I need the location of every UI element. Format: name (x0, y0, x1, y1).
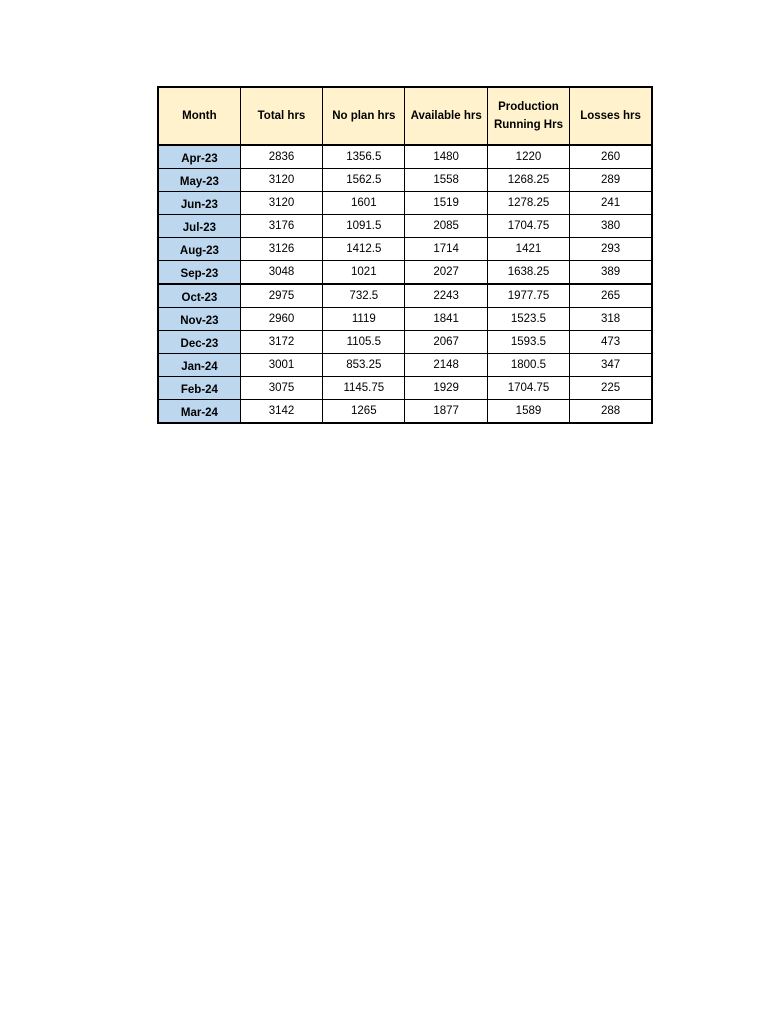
total-hrs-cell: 2960 (240, 308, 322, 331)
header-label: Production (498, 101, 559, 113)
table-row (158, 215, 652, 238)
total-hrs-cell: 3048 (240, 261, 322, 285)
losses-hrs-cell: 288 (570, 400, 652, 424)
header-label-second-line: Running Hrs (493, 119, 563, 131)
available-hrs-cell: 2085 (405, 215, 487, 238)
no-plan-hrs-cell: 1601 (323, 192, 405, 215)
running-hrs-cell: 1638.25 (487, 261, 569, 285)
losses-hrs-cell: 347 (570, 354, 652, 377)
month-cell: Oct-23 (158, 284, 240, 308)
available-hrs-cell: 1929 (405, 377, 487, 400)
table-row (158, 284, 652, 308)
header-label: Losses hrs (580, 110, 641, 122)
no-plan-hrs-cell: 1021 (323, 261, 405, 285)
header-production-running-hrs (487, 87, 569, 145)
running-hrs-cell: 1523.5 (487, 308, 569, 331)
total-hrs-cell: 3172 (240, 331, 322, 354)
running-hrs-cell: 1800.5 (487, 354, 569, 377)
month-cell: May-23 (158, 169, 240, 192)
table-row (158, 169, 652, 192)
available-hrs-cell: 1877 (405, 400, 487, 424)
table-row (158, 145, 652, 169)
no-plan-hrs-cell: 1119 (323, 308, 405, 331)
losses-hrs-cell: 318 (570, 308, 652, 331)
month-cell: Aug-23 (158, 238, 240, 261)
total-hrs-cell: 3001 (240, 354, 322, 377)
running-hrs-cell: 1268.25 (487, 169, 569, 192)
header-row (158, 87, 652, 145)
header-label: Available hrs (410, 110, 482, 122)
running-hrs-cell: 1278.25 (487, 192, 569, 215)
losses-hrs-cell: 241 (570, 192, 652, 215)
total-hrs-cell: 3126 (240, 238, 322, 261)
available-hrs-cell: 2243 (405, 284, 487, 308)
running-hrs-cell: 1421 (487, 238, 569, 261)
running-hrs-cell: 1977.75 (487, 284, 569, 308)
header-label: Month (182, 110, 217, 122)
table-row (158, 261, 652, 285)
table-body (158, 145, 652, 423)
no-plan-hrs-cell: 1091.5 (323, 215, 405, 238)
losses-hrs-cell: 289 (570, 169, 652, 192)
no-plan-hrs-cell: 1145.75 (323, 377, 405, 400)
no-plan-hrs-cell: 1562.5 (323, 169, 405, 192)
header-available-hrs (405, 87, 487, 145)
header-label: Total hrs (257, 110, 306, 122)
total-hrs-cell: 3142 (240, 400, 322, 424)
no-plan-hrs-cell: 853.25 (323, 354, 405, 377)
month-cell: Nov-23 (158, 308, 240, 331)
month-cell: Feb-24 (158, 377, 240, 400)
losses-hrs-cell: 225 (570, 377, 652, 400)
losses-hrs-cell: 260 (570, 145, 652, 169)
header-no-plan-hrs (323, 87, 405, 145)
no-plan-hrs-cell: 732.5 (323, 284, 405, 308)
header-total-hrs (240, 87, 322, 145)
running-hrs-cell: 1704.75 (487, 215, 569, 238)
table-header (158, 87, 652, 145)
total-hrs-cell: 2975 (240, 284, 322, 308)
total-hrs-cell: 3176 (240, 215, 322, 238)
total-hrs-cell: 3075 (240, 377, 322, 400)
header-label: No plan hrs (332, 110, 396, 122)
table-row (158, 192, 652, 215)
total-hrs-cell: 3120 (240, 192, 322, 215)
hours-summary-table (157, 86, 653, 424)
available-hrs-cell: 1841 (405, 308, 487, 331)
table-row (158, 331, 652, 354)
month-cell: Apr-23 (158, 145, 240, 169)
running-hrs-cell: 1593.5 (487, 331, 569, 354)
table-row (158, 400, 652, 424)
no-plan-hrs-cell: 1265 (323, 400, 405, 424)
losses-hrs-cell: 293 (570, 238, 652, 261)
total-hrs-cell: 2836 (240, 145, 322, 169)
losses-hrs-cell: 380 (570, 215, 652, 238)
month-cell: Jul-23 (158, 215, 240, 238)
header-losses-hrs (570, 87, 652, 145)
losses-hrs-cell: 265 (570, 284, 652, 308)
available-hrs-cell: 1558 (405, 169, 487, 192)
no-plan-hrs-cell: 1356.5 (323, 145, 405, 169)
running-hrs-cell: 1589 (487, 400, 569, 424)
no-plan-hrs-cell: 1412.5 (323, 238, 405, 261)
month-cell: Dec-23 (158, 331, 240, 354)
available-hrs-cell: 1714 (405, 238, 487, 261)
month-cell: Sep-23 (158, 261, 240, 285)
losses-hrs-cell: 473 (570, 331, 652, 354)
table-row (158, 238, 652, 261)
table-row (158, 354, 652, 377)
available-hrs-cell: 1480 (405, 145, 487, 169)
header-month (158, 87, 240, 145)
month-cell: Jan-24 (158, 354, 240, 377)
hours-summary-sheet (157, 86, 653, 424)
available-hrs-cell: 1519 (405, 192, 487, 215)
running-hrs-cell: 1220 (487, 145, 569, 169)
month-cell: Mar-24 (158, 400, 240, 424)
table-row (158, 308, 652, 331)
available-hrs-cell: 2067 (405, 331, 487, 354)
available-hrs-cell: 2027 (405, 261, 487, 285)
available-hrs-cell: 2148 (405, 354, 487, 377)
running-hrs-cell: 1704.75 (487, 377, 569, 400)
table-row (158, 377, 652, 400)
total-hrs-cell: 3120 (240, 169, 322, 192)
no-plan-hrs-cell: 1105.5 (323, 331, 405, 354)
month-cell: Jun-23 (158, 192, 240, 215)
losses-hrs-cell: 389 (570, 261, 652, 285)
